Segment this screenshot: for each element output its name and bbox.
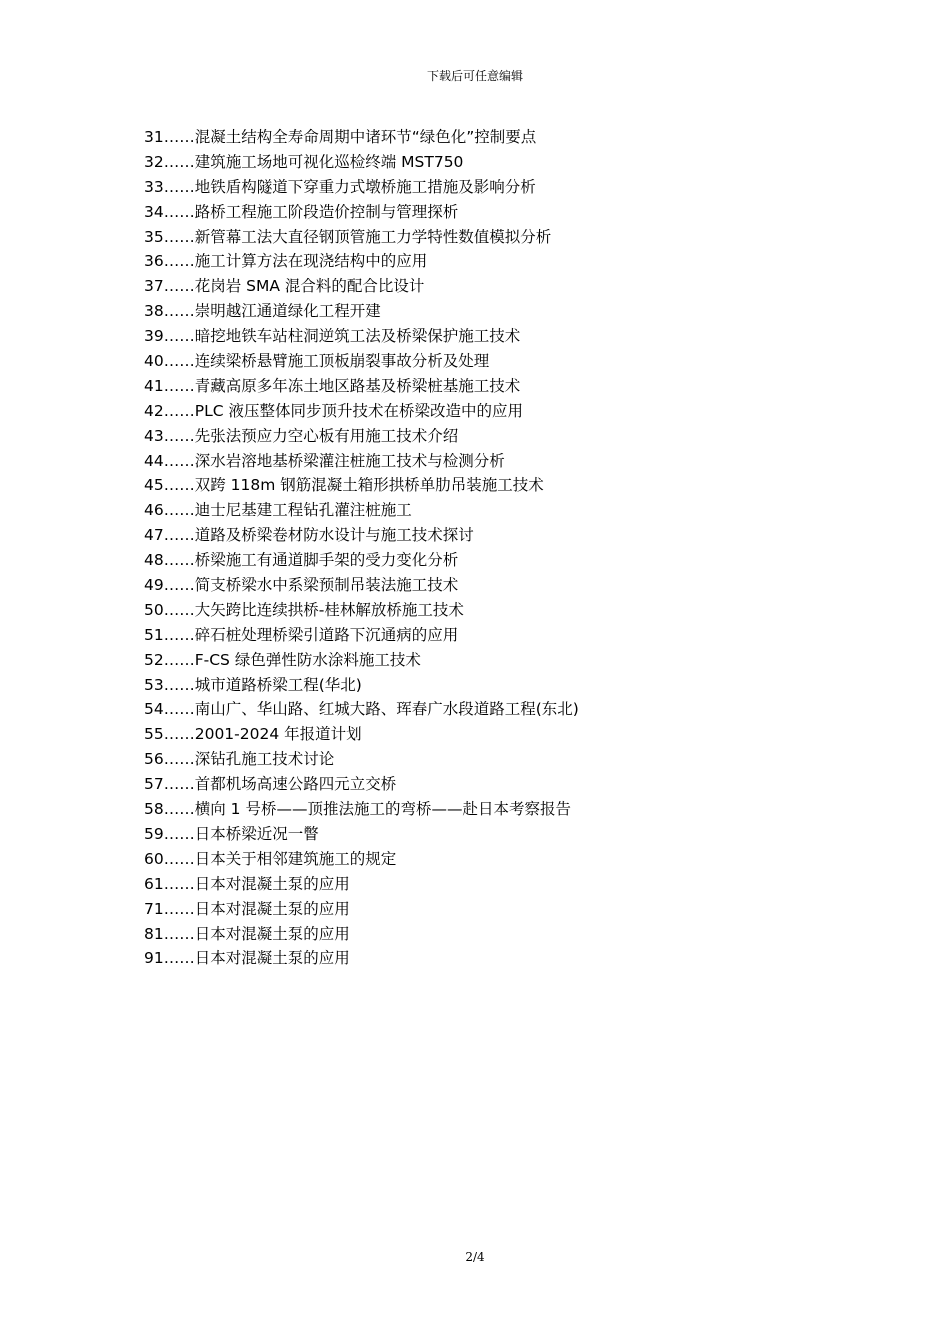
toc-entry: 31……混凝土结构全寿命周期中诸环节“绿色化”控制要点 bbox=[144, 128, 537, 146]
toc-entry: 37……花岗岩 SMA 混合料的配合比设计 bbox=[144, 277, 425, 296]
toc-entry: 42……PLC 液压整体同步顶升技术在桥梁改造中的应用 bbox=[144, 401, 523, 420]
toc-entry: 53……城市道路桥梁工程(华北) bbox=[144, 675, 362, 694]
toc-entry: 43……先张法预应力空心板有用施工技术介绍 bbox=[144, 426, 459, 445]
toc-entry: 48……桥梁施工有通道脚手架的受力变化分析 bbox=[144, 551, 459, 570]
toc-entry: 54……南山广、华山路、红城大路、珲春广水段道路工程(东北) bbox=[144, 700, 579, 719]
toc-entry: 45……双跨 118m 钢筋混凝土箱形拱桥单肋吊装施工技术 bbox=[144, 476, 544, 495]
toc-entry: 35……新管幕工法大直径钢顶管施工力学特性数值模拟分析 bbox=[144, 227, 552, 246]
page-number: 2/4 bbox=[465, 1250, 485, 1264]
toc-entry: 91……日本对混凝土泵的应用 bbox=[144, 949, 350, 968]
toc-entry: 71……日本对混凝土泵的应用 bbox=[144, 899, 350, 918]
toc-entry: 51……碎石桩处理桥梁引道路下沉通病的应用 bbox=[144, 625, 459, 644]
toc-entry: 58……横向 1 号桥——顶推法施工的弯桥——赴日本考察报告 bbox=[144, 800, 571, 819]
toc-entry: 60……日本关于相邻建筑施工的规定 bbox=[144, 849, 397, 868]
toc-entry: 39……暗挖地铁车站柱洞逆筑工法及桥梁保护施工技术 bbox=[144, 327, 521, 346]
toc-entry: 32……建筑施工场地可视化巡检终端 MST750 bbox=[144, 152, 464, 171]
toc-entry: 50……大矢跨比连续拱桥-桂林解放桥施工技术 bbox=[144, 600, 464, 619]
toc-entry: 33……地铁盾构隧道下穿重力式墩桥施工措施及影响分析 bbox=[144, 177, 536, 196]
toc-entry: 59……日本桥梁近况一瞥 bbox=[144, 824, 319, 843]
toc-entry: 57……首都机场高速公路四元立交桥 bbox=[144, 775, 397, 794]
table-of-contents bbox=[144, 125, 579, 971]
toc-entry: 52……F-CS 绿色弹性防水涂料施工技术 bbox=[144, 650, 421, 669]
toc-entry: 81……日本对混凝土泵的应用 bbox=[144, 924, 350, 943]
toc-entry: 61……日本对混凝土泵的应用 bbox=[144, 874, 350, 893]
toc-entry: 38……崇明越江通道绿化工程开建 bbox=[144, 302, 381, 321]
page-header: 下载后可任意编辑 bbox=[426, 69, 523, 83]
toc-entry: 41……青藏高原多年冻土地区路基及桥梁桩基施工技术 bbox=[144, 376, 521, 395]
toc-entry: 34……路桥工程施工阶段造价控制与管理探析 bbox=[144, 202, 459, 221]
toc-entry: 55……2001-2024 年报道计划 bbox=[144, 725, 362, 744]
toc-entry: 40……连续梁桥悬臂施工顶板崩裂事故分析及处理 bbox=[144, 352, 490, 371]
toc-entry: 46……迪士尼基建工程钻孔灌注桩施工 bbox=[144, 501, 412, 520]
toc-entry: 44……深水岩溶地基桥梁灌注桩施工技术与检测分析 bbox=[144, 451, 505, 470]
toc-entry: 47……道路及桥梁卷材防水设计与施工技术探讨 bbox=[144, 526, 474, 545]
toc-entry: 36……施工计算方法在现浇结构中的应用 bbox=[144, 252, 428, 271]
toc-entry: 49……简支桥梁水中系梁预制吊装法施工技术 bbox=[144, 576, 459, 595]
toc-entry: 56……深钻孔施工技术讨论 bbox=[144, 750, 335, 769]
